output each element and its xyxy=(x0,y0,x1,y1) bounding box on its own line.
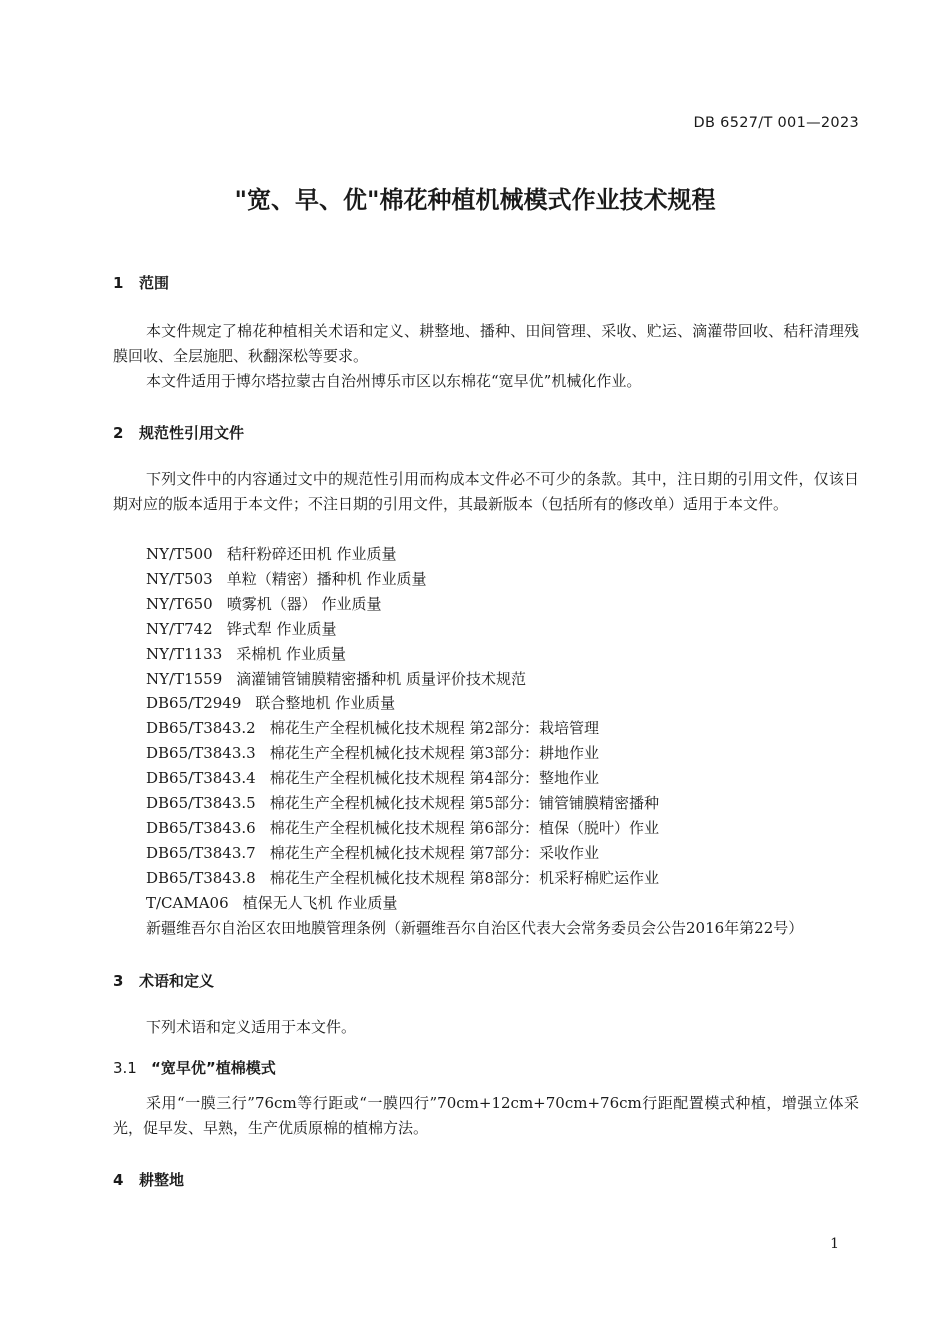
section-title: 术语和定义 xyxy=(139,972,215,990)
paragraph: 本文件规定了棉花种植相关术语和定义、耕整地、播种、田间管理、采收、贮运、滴灌带回收、秸秆清理残膜回收、全层施肥、秋翻深松等要求。 xyxy=(113,322,859,365)
section-title: 耕整地 xyxy=(139,1171,185,1189)
reference-list xyxy=(146,542,803,941)
reference-code: NY/T500 xyxy=(146,545,213,563)
paragraph: 下列术语和定义适用于本文件。 xyxy=(146,1018,357,1036)
reference-code: DB65/T3843.3 xyxy=(146,744,256,763)
document-code: DB 6527/T 001—2023 xyxy=(693,115,859,131)
reference-code: DB65/T2949 xyxy=(146,694,242,713)
reference-name: 喷雾机（器） 作业质量 xyxy=(226,594,382,613)
reference-item xyxy=(146,791,803,816)
reference-name: 棉花生产全程机械化技术规程 第3部分：耕地作业 xyxy=(269,744,600,763)
reference-code: NY/T650 xyxy=(146,594,213,613)
reference-item xyxy=(146,841,803,866)
reference-code: NY/T503 xyxy=(146,569,213,588)
paragraph: 下列文件中的内容通过文中的规范性引用而构成本文件必不可少的条款。其中，注日期的引用文件，仅该日期对应的版本适用于本文件；不注日期的引用文件，其最新版本（包括所有的修改单）适用于本文件。 xyxy=(113,470,859,513)
reference-item xyxy=(146,816,803,841)
reference-name: 采棉机 作业质量 xyxy=(236,644,347,663)
reference-code: DB65/T3843.6 xyxy=(146,818,256,837)
paragraph: 采用“一膜三行”76cm等行距或“一膜四行”70cm+12cm+70cm+76cm行距配置模式种植，增强立体采光，促早发、早熟，生产优质原棉的植棉方法。 xyxy=(113,1094,859,1137)
reference-item xyxy=(146,592,803,617)
section-title: 规范性引用文件 xyxy=(139,424,245,442)
reference-name: 新疆维吾尔自治区农田地膜管理条例（新疆维吾尔自治区代表大会常务委员会公告2016年第22号） xyxy=(146,918,804,937)
section-heading-2 xyxy=(113,422,244,443)
reference-item xyxy=(146,567,803,592)
reference-item xyxy=(146,741,803,766)
reference-name: 植保无人飞机 作业质量 xyxy=(242,893,398,912)
reference-item xyxy=(146,542,803,567)
reference-name: 棉花生产全程机械化技术规程 第8部分：机采籽棉贮运作业 xyxy=(269,868,660,887)
reference-name: 单粒（精密）播种机 作业质量 xyxy=(226,569,427,588)
reference-name: 秸秆粉碎还田机 作业质量 xyxy=(226,545,397,563)
reference-code: NY/T742 xyxy=(146,619,213,638)
reference-item xyxy=(146,716,803,741)
reference-name: 联合整地机 作业质量 xyxy=(255,694,396,713)
page-number: 1 xyxy=(830,1236,839,1252)
subsection-number: 3.1 xyxy=(113,1059,137,1077)
reference-item xyxy=(146,891,803,916)
reference-item xyxy=(146,642,803,667)
reference-code: DB65/T3843.7 xyxy=(146,843,256,862)
reference-name: 棉花生产全程机械化技术规程 第6部分：植保（脱叶）作业 xyxy=(269,818,660,837)
reference-name: 棉花生产全程机械化技术规程 第4部分：整地作业 xyxy=(269,769,600,788)
reference-item xyxy=(146,617,803,642)
section-title: 范围 xyxy=(139,274,170,292)
section-number: 3 xyxy=(113,972,124,990)
reference-code: DB65/T3843.2 xyxy=(146,719,256,738)
section-heading-3 xyxy=(113,970,214,991)
reference-code: T/CAMA06 xyxy=(146,893,229,912)
section-number: 2 xyxy=(113,424,124,442)
reference-code: DB65/T3843.8 xyxy=(146,868,256,887)
reference-name: 棉花生产全程机械化技术规程 第2部分：栽培管理 xyxy=(269,719,600,738)
reference-code: DB65/T3843.4 xyxy=(146,769,256,788)
paragraph: 本文件适用于博尔塔拉蒙古自治州博乐市区以东棉花“宽早优”机械化作业。 xyxy=(146,372,642,390)
reference-name: 棉花生产全程机械化技术规程 第5部分：铺管铺膜精密播种 xyxy=(269,794,660,813)
section-number: 1 xyxy=(113,274,124,292)
subsection-heading-3-1 xyxy=(113,1057,276,1078)
reference-item xyxy=(146,916,803,941)
reference-code: DB65/T3843.5 xyxy=(146,794,256,813)
reference-name: 铧式犁 作业质量 xyxy=(226,619,337,638)
section-heading-1 xyxy=(113,272,169,293)
reference-code: NY/T1133 xyxy=(146,644,223,663)
subsection-title: “宽早优”植棉模式 xyxy=(151,1059,276,1077)
reference-item xyxy=(146,766,803,791)
section-heading-4 xyxy=(113,1169,184,1190)
reference-name: 滴灌铺管铺膜精密播种机 质量评价技术规范 xyxy=(236,669,527,688)
reference-name: 棉花生产全程机械化技术规程 第7部分：采收作业 xyxy=(269,843,600,862)
reference-item xyxy=(146,667,803,692)
reference-item xyxy=(146,691,803,716)
reference-item xyxy=(146,866,803,891)
section-number: 4 xyxy=(113,1171,124,1189)
document-title: "宽、早、优"棉花种植机械模式作业技术规程 xyxy=(234,186,716,214)
reference-code: NY/T1559 xyxy=(146,669,223,688)
